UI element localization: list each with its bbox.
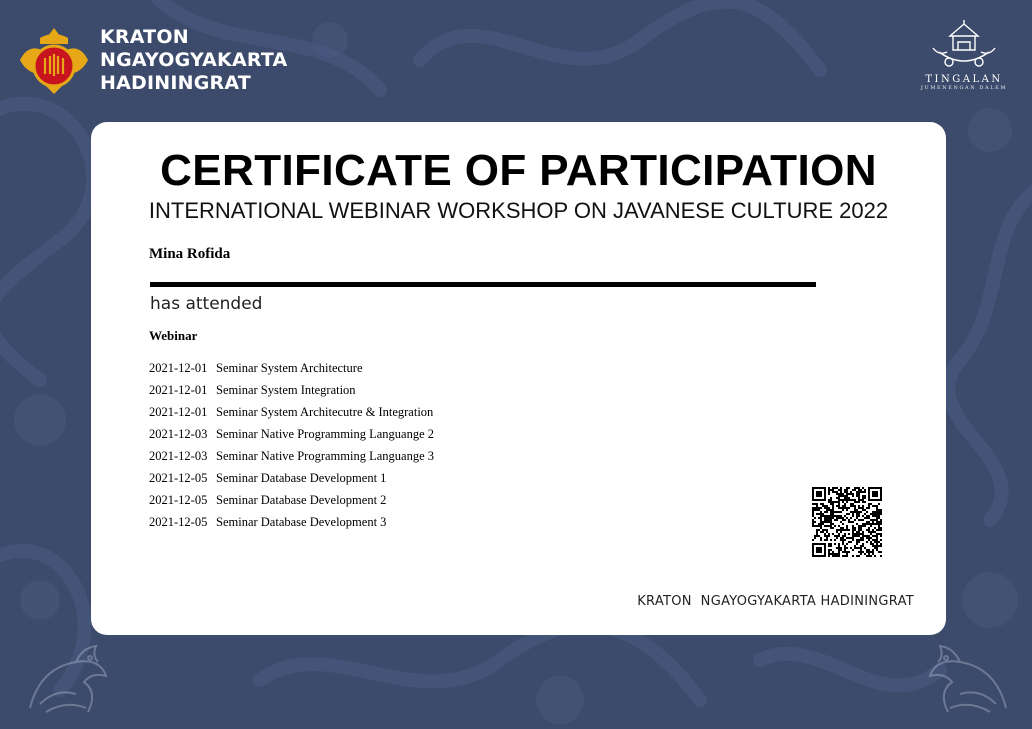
- partner-subtitle: JUMENENGAN DALEM: [920, 85, 1008, 91]
- partner-logo: [916, 18, 1012, 91]
- brand-header: [16, 22, 287, 98]
- tingalan-emblem-icon: [929, 18, 999, 74]
- kraton-crest-icon: [16, 22, 92, 98]
- garuda-ornament-icon: [920, 638, 1016, 720]
- session-name: Seminar System Architecture: [216, 361, 363, 375]
- session-item: [149, 471, 434, 493]
- session-name: Seminar Database Development 1: [216, 471, 387, 485]
- session-item: [149, 361, 434, 383]
- garuda-ornament-icon: [20, 638, 116, 720]
- session-date: 2021-12-03: [149, 449, 208, 463]
- brand-line: KRATON: [100, 25, 189, 48]
- certificate-title: CERTIFICATE OF PARTICIPATION: [160, 146, 877, 195]
- attended-label: has attended: [150, 294, 263, 314]
- session-name: Seminar Database Development 3: [216, 515, 387, 529]
- session-name: Seminar Database Development 2: [216, 493, 387, 507]
- session-name: Seminar System Integration: [216, 383, 356, 397]
- session-date: 2021-12-03: [149, 427, 208, 441]
- session-item: [149, 493, 434, 515]
- session-name: Seminar Native Programming Languange 3: [216, 449, 434, 463]
- session-item: [149, 449, 434, 471]
- name-underline: [150, 282, 816, 287]
- certificate-subtitle: INTERNATIONAL WEBINAR WORKSHOP ON JAVANESE CULTURE 2022: [148, 198, 889, 223]
- session-item: [149, 427, 434, 449]
- brand-line: NGAYOGYAKARTA: [100, 48, 288, 71]
- partner-name: TINGALAN: [925, 74, 1003, 85]
- qr-code-icon[interactable]: [812, 487, 882, 557]
- issuer-name: KRATON NGAYOGYAKARTA HADININGRAT: [637, 594, 914, 609]
- session-date: 2021-12-01: [149, 361, 208, 375]
- session-list: [149, 361, 434, 537]
- certificate-card: [91, 122, 946, 635]
- event-type-heading: Webinar: [149, 328, 198, 343]
- session-item: [149, 515, 434, 537]
- session-item: [149, 383, 434, 405]
- session-name: Seminar System Architecutre & Integration: [216, 405, 434, 419]
- session-date: 2021-12-05: [149, 515, 208, 529]
- recipient-name: Mina Rofida: [149, 246, 231, 262]
- brand-name: [100, 26, 287, 95]
- session-date: 2021-12-01: [149, 383, 208, 397]
- session-date: 2021-12-05: [149, 493, 208, 507]
- session-item: [149, 405, 434, 427]
- session-name: Seminar Native Programming Languange 2: [216, 427, 434, 441]
- session-date: 2021-12-01: [149, 405, 208, 419]
- session-date: 2021-12-05: [149, 471, 208, 485]
- brand-line: HADININGRAT: [100, 71, 251, 94]
